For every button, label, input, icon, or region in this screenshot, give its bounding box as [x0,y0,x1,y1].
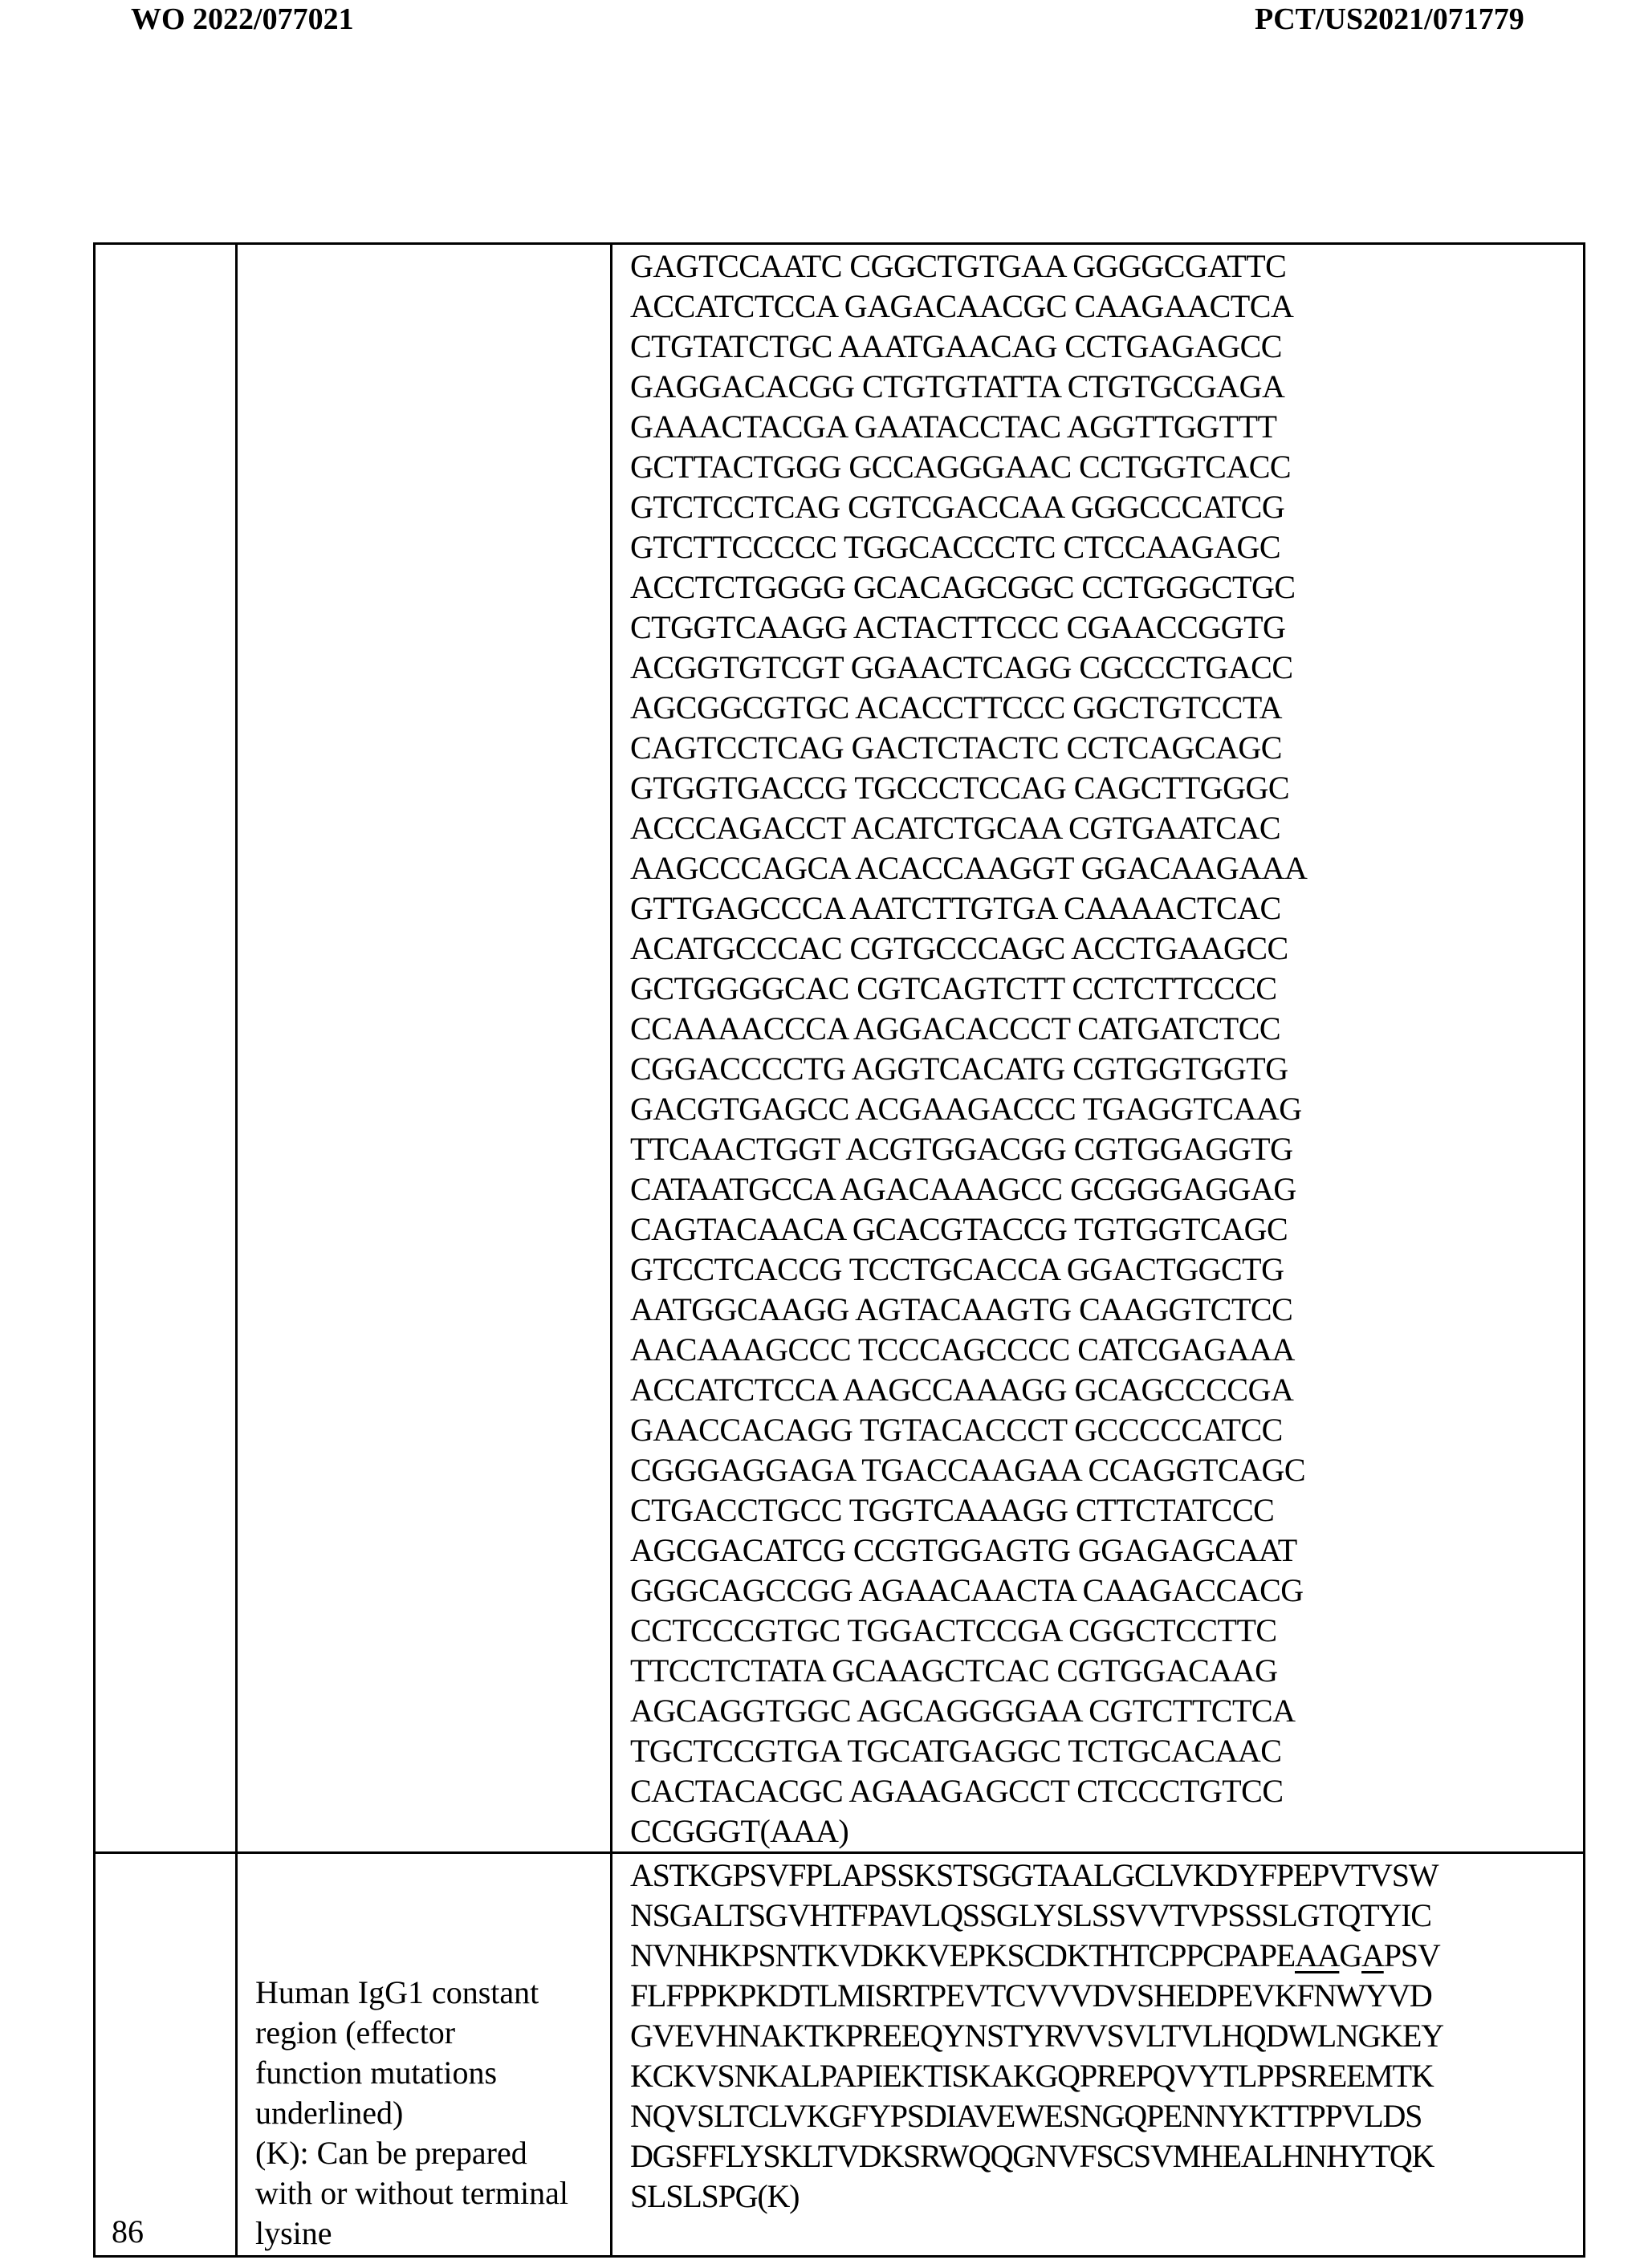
sequence-line: AAGCCCAGCA ACACCAAGGT GGACAAGAAA [630,850,1308,886]
sequence-line: GTCCTCACCG TCCTGCACCA GGACTGGCTG [630,1251,1284,1287]
sequence-line: GTCTTCCCCC TGGCACCCTC CTCCAAGAGC [630,529,1281,565]
sequence-line: GACGTGAGCC ACGAAGACCC TGAGGTCAAG [630,1091,1302,1127]
sequence-line: CCTCCCGTGC TGGACTCCGA CGGCTCCTTC [630,1612,1277,1648]
sequence-line: CGGGAGGAGA TGACCAAGAA CCAGGTCAGC [630,1452,1306,1488]
sequence-cell [612,244,1585,1853]
description-line: with or without terminal [255,2175,568,2211]
sequence-line: GAGGACACGG CTGTGTATTA CTGTGCGAGA [630,368,1285,404]
sequence-line: AGCAGGTGGC AGCAGGGGAA CGTCTTCTCA [630,1693,1296,1729]
sequence-line: NQVSLTCLVKGFYPSDIAVEWESNGQPENNYKTTPPVLDS [630,2098,1422,2134]
description-cell [237,244,612,1853]
application-number: PCT/US2021/071779 [1255,2,1524,36]
sequence-line: CATAATGCCA AGACAAAGCC GCGGGAGGAG [630,1171,1296,1207]
sequence-line: GVEVHNAKTKPREEQYNSTYRVVSVLTVLHQDWLNGKEY [630,2018,1443,2054]
sequence-line: GTTGAGCCCA AATCTTGTGA CAAAACTCAC [630,890,1281,926]
sequence-line: SLSLSPG(K) [630,2178,800,2214]
sequence-line: AATGGCAAGG AGTACAAGTG CAAGGTCTCC [630,1291,1293,1327]
description-cell [237,1853,612,2257]
publication-number: WO 2022/077021 [131,2,354,36]
sequence-line: GCTGGGGCAC CGTCAGTCTT CCTCTTCCCC [630,970,1277,1006]
sequence-line: GGGCAGCCGG AGAACAACTA CAAGACCACG [630,1572,1304,1608]
table-row-seq-86 [95,1853,1585,2257]
sequence-line: ACCCAGACCT ACATCTGCAA CGTGAATCAC [630,810,1281,846]
sequence-segment: PSV [1383,1937,1440,1973]
sequence-line: TTCCTCTATA GCAAGCTCAC CGTGGACAAG [630,1652,1278,1689]
description-line: function mutations [255,2055,498,2091]
sequence-line: FLFPPKPKDTLMISRTPEVTCVVVDVSHEDPEVKFNWYVD [630,1977,1432,2014]
sequence-line: CGGACCCCTG AGGTCACATG CGTGGTGGTG [630,1051,1288,1087]
protein-sequence [630,1855,1583,2217]
seq-id: 86 [112,2213,144,2250]
sequence-table [93,242,1585,2258]
description-line: (K): Can be prepared [255,2135,527,2171]
sequence-line: ACATGCCCAC CGTGCCCAGC ACCTGAAGCC [630,930,1288,966]
sequence-line: ACCTCTGGGG GCACAGCGGC CCTGGGCTGC [630,569,1296,605]
sequence-line: CCAAAACCCA AGGACACCCT CATGATCTCC [630,1010,1281,1047]
sequence-line: TGCTCCGTGA TGCATGAGGC TCTGCACAAC [630,1733,1282,1769]
sequence-line: CCGGGT(AAA) [630,1813,849,1849]
nucleotide-sequence [630,246,1583,1851]
underlined-mutation: AA [1294,1937,1340,1973]
sequence-line: GAAACTACGA GAATACCTAC AGGTTGGTTT [630,408,1277,445]
sequence-description [255,1973,605,2254]
sequence-line: AACAAAGCCC TCCCAGCCCC CATCGAGAAA [630,1331,1295,1368]
table-row-dna-continuation [95,244,1585,1853]
sequence-line: ACGGTGTCGT GGAACTCAGG CGCCCTGACC [630,649,1293,685]
sequence-line: CTGACCTGCC TGGTCAAAGG CTTCTATCCC [630,1492,1275,1528]
sequence-cell [612,1853,1585,2257]
sequence-line: CTGGTCAAGG ACTACTTCCC CGAACCGGTG [630,609,1286,645]
sequence-line: ACCATCTCCA AAGCCAAAGG GCAGCCCCGA [630,1372,1294,1408]
sequence-line: GAGTCCAATC CGGCTGTGAA GGGGCGATTC [630,248,1287,284]
sequence-line: ACCATCTCCA GAGACAACGC CAAGAACTCA [630,288,1294,324]
seq-id-cell [95,1853,237,2257]
sequence-line: CACTACACGC AGAAGAGCCT CTCCCTGTCC [630,1773,1284,1809]
description-line: Human IgG1 constant [255,1974,539,2010]
sequence-segment: G [1339,1937,1362,1973]
sequence-line: NSGALTSGVHTFPAVLQSSGLYSLSSVVTVPSSSLGTQTYIC [630,1897,1431,1933]
sequence-line: GCTTACTGGG GCCAGGGAAC CCTGGTCACC [630,449,1292,485]
underlined-mutation: A [1361,1937,1384,1973]
sequence-line: KCKVSNKALPAPIEKTISKAKGQPREPQVYTLPPSREEMTK [630,2058,1434,2094]
sequence-line: CAGTACAACA GCACGTACCG TGTGGTCAGC [630,1211,1288,1247]
sequence-line: DGSFFLYSKLTVDKSRWQQGNVFSCSVMHEALHNHYTQK [630,2138,1434,2174]
sequence-segment: NVNHKPSNTKVDKKVEPKSCDKTHTCPPCPAPE [630,1937,1295,1973]
sequence-line: TTCAACTGGT ACGTGGACGG CGTGGAGGTG [630,1131,1293,1167]
sequence-line [630,1936,1583,1976]
sequence-line: GTCTCCTCAG CGTCGACCAA GGGCCCATCG [630,489,1285,525]
sequence-line: GAACCACAGG TGTACACCCT GCCCCCATCC [630,1412,1283,1448]
description-line: region (effector [255,2014,456,2051]
sequence-line: CAGTCCTCAG GACTCTACTC CCTCAGCAGC [630,730,1282,766]
description-line: underlined) [255,2095,404,2131]
sequence-line: ASTKGPSVFPLAPSSKSTSGGTAALGCLVKDYFPEPVTVSW [630,1857,1438,1893]
sequence-line: CTGTATCTGC AAATGAACAG CCTGAGAGCC [630,328,1282,364]
sequence-line: AGCGACATCG CCGTGGAGTG GGAGAGCAAT [630,1532,1297,1568]
seq-id-cell [95,244,237,1853]
sequence-line: GTGGTGACCG TGCCCTCCAG CAGCTTGGGC [630,770,1290,806]
description-line: lysine [255,2215,332,2251]
sequence-line: AGCGGCGTGC ACACCTTCCC GGCTGTCCTA [630,689,1282,726]
